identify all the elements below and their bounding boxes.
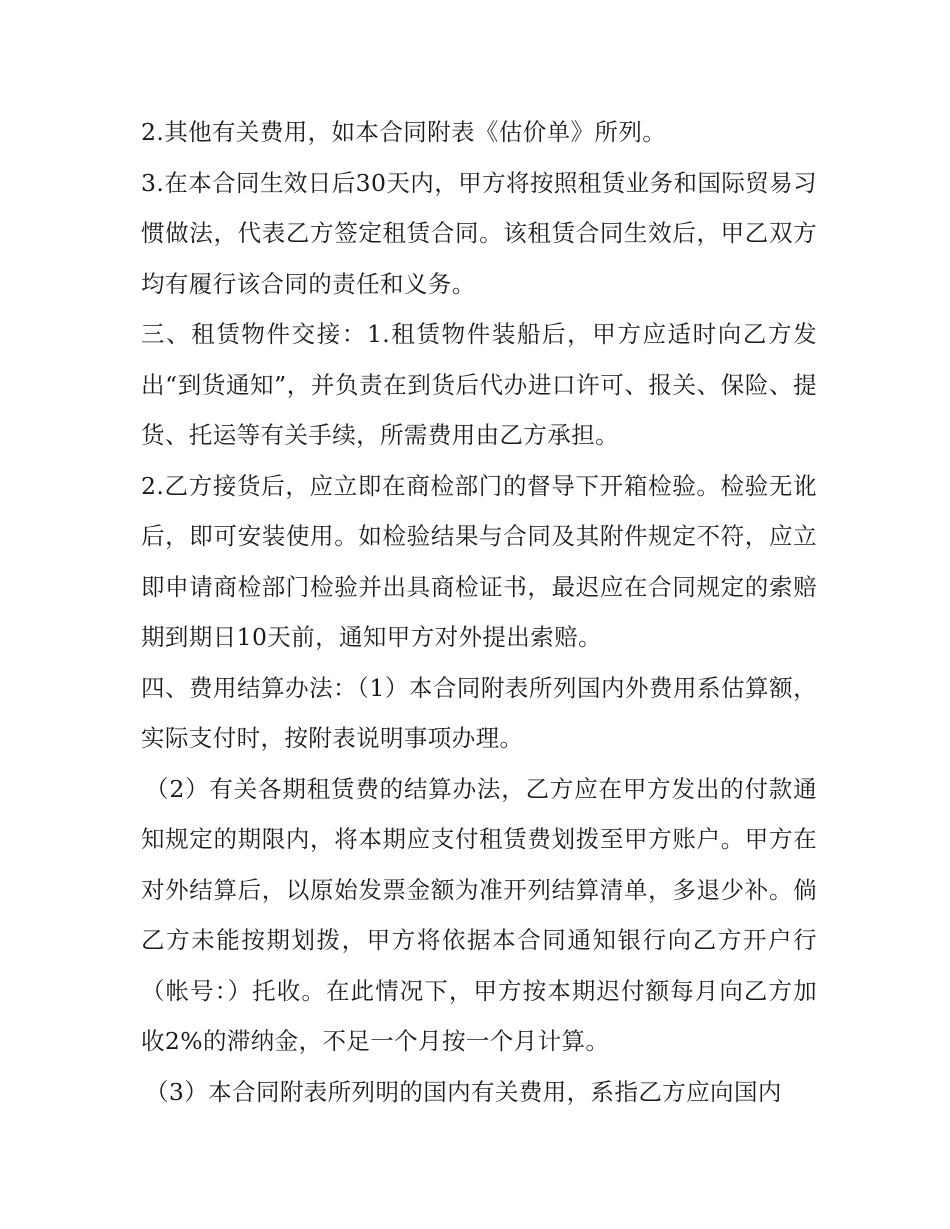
contract-body [141,107,817,1117]
section-4-settlement: 四、费用结算办法：（1）本合同附表所列国内外费用系估算额，实际支付时，按附表说明事项办理。 [141,673,817,752]
clause-3-lease-contract: 3.在本合同生效日后30天内，甲方将按照租赁业务和国际贸易习惯做法，代表乙方签定租赁合同。该租赁合同生效后，甲乙双方均有履行该合同的责任和义务。 [141,168,817,298]
settlement-item-2: （2）有关各期租赁费的结算办法，乙方应在甲方发出的付款通知规定的期限内，将本期应支付租赁费划拨至甲方账户。甲方在对外结算后，以原始发票金额为准开列结算清单，多退少补。倘乙方未能按期划拨，甲方将依据本合同通知银行向乙方开户行（帐号：）托收。在此情况下，甲方按本期迟付额每月向乙方加收2%的滞纳金，不足一个月按一个月计算。 [141,774,817,1055]
section-3-handover: 三、租赁物件交接：1.租赁物件装船后，甲方应适时向乙方发出“到货通知”，并负责在到货后代办进口许可、报关、保险、提货、托运等有关手续，所需费用由乙方承担。 [141,320,817,449]
clause-2-other-fees: 2.其他有关费用，如本合同附表《估价单》所列。 [141,118,667,146]
settlement-item-3: （3）本合同附表所列明的国内有关费用，系指乙方应向国内 [145,1077,782,1106]
clause-2-inspection: 2.乙方接货后，应立即在商检部门的督导下开箱检验。检验无讹后，即可安装使用。如检验结果与合同及其附件规定不符，应立即申请商检部门检验并出具商检证书，最迟应在合同规定的索赔期到期日10天前，通知甲方对外提出索赔。 [141,471,817,651]
